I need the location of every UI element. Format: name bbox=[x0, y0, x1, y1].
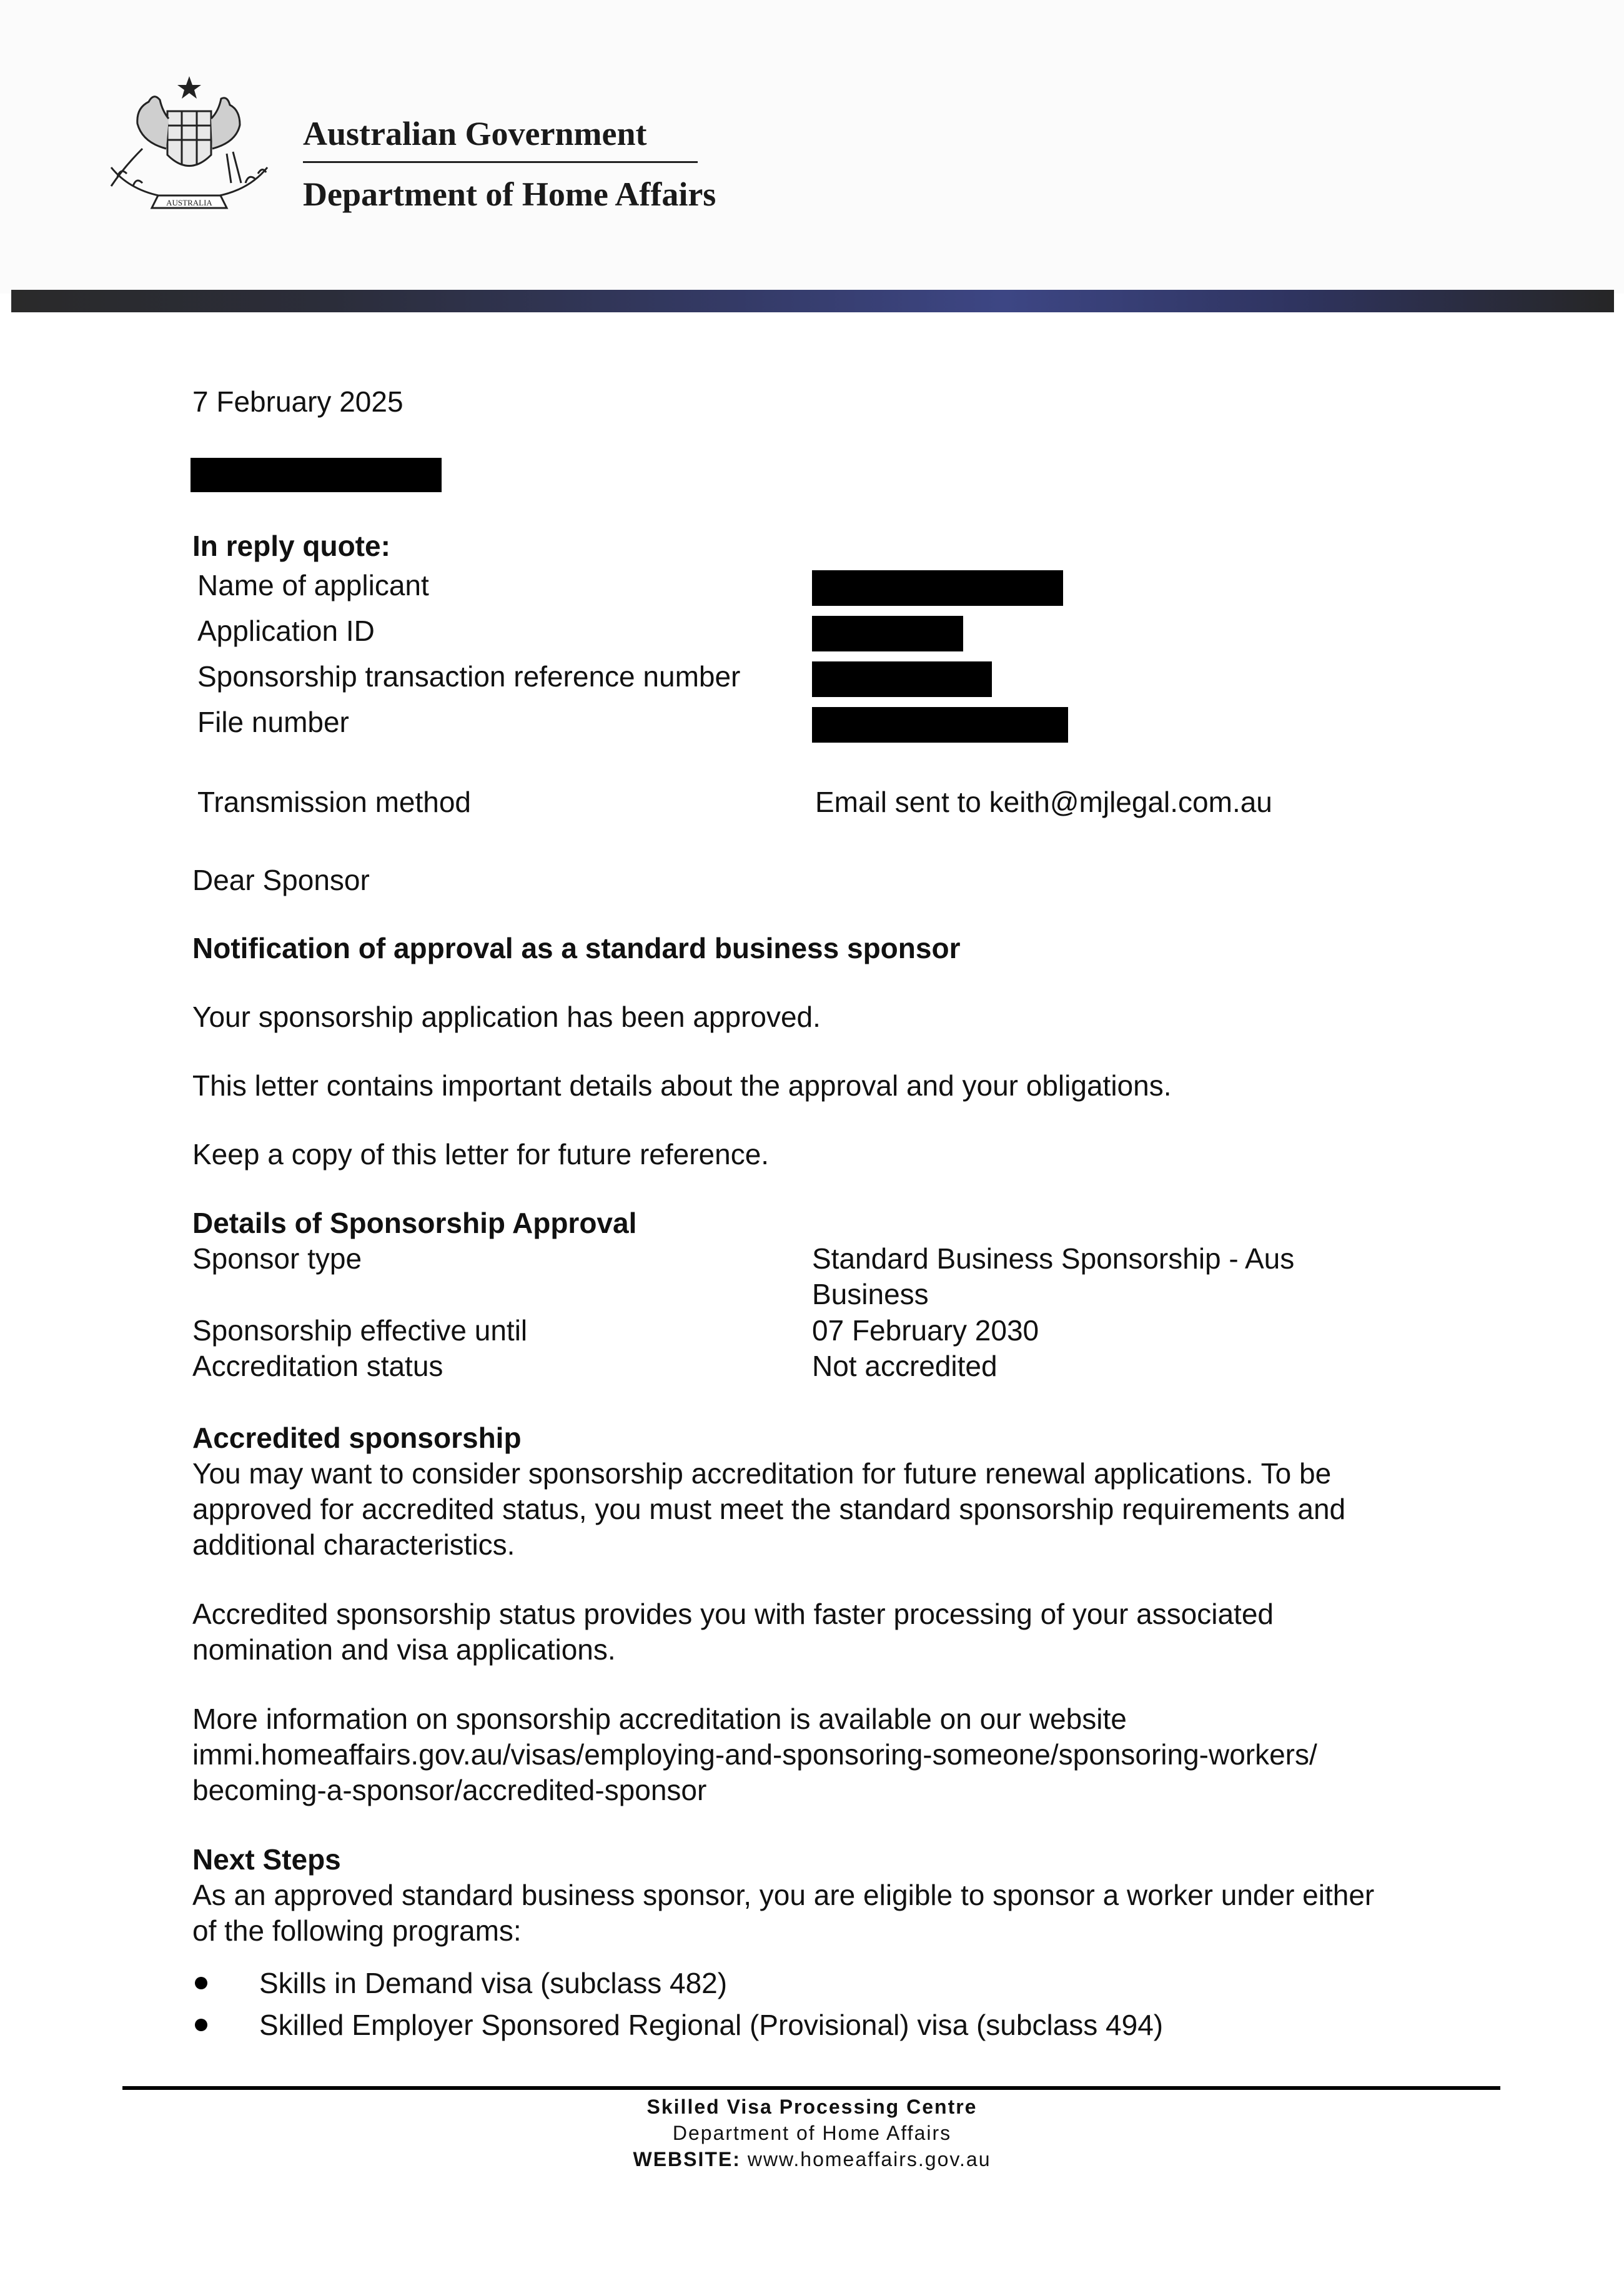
salutation: Dear Sponsor bbox=[192, 864, 370, 896]
department-name: Department of Home Affairs bbox=[303, 176, 716, 213]
footer-website-label: WEBSITE: bbox=[633, 2148, 741, 2170]
redacted-sponsorship-ref bbox=[812, 661, 992, 697]
accredited-para1-line1: You may want to consider sponsorship accreditation for future renewal applications. To be bbox=[192, 1457, 1332, 1490]
reply-heading: In reply quote: bbox=[192, 530, 390, 562]
footer-website bbox=[0, 2148, 1624, 2171]
coat-of-arms-logo bbox=[99, 74, 280, 217]
header-band bbox=[11, 290, 1614, 312]
letterhead-rule bbox=[303, 161, 698, 163]
program-item: Skilled Employer Sponsored Regional (Provisional) visa (subclass 494) bbox=[259, 2009, 1164, 2041]
accreditation-website-link-cont[interactable]: becoming-a-sponsor/accredited-sponsor bbox=[192, 1774, 707, 1806]
paragraph-approved: Your sponsorship application has been approved. bbox=[192, 1001, 821, 1033]
accredited-para1-line3: additional characteristics. bbox=[192, 1528, 515, 1561]
svg-text:AUSTRALIA: AUSTRALIA bbox=[166, 198, 212, 207]
accredited-para3-line1: More information on sponsorship accreditation is available on our website bbox=[192, 1703, 1127, 1735]
reply-label-name: Name of applicant bbox=[197, 569, 429, 601]
transmission-value: Email sent to keith@mjlegal.com.au bbox=[815, 786, 1272, 818]
accredited-para2-line2: nomination and visa applications. bbox=[192, 1633, 616, 1666]
reply-label-app-id: Application ID bbox=[197, 615, 375, 647]
agency-name: Australian Government bbox=[303, 115, 647, 152]
redacted-file-number bbox=[812, 707, 1068, 743]
paragraph-keep-copy: Keep a copy of this letter for future reference. bbox=[192, 1138, 770, 1170]
effective-until-value: 07 February 2030 bbox=[812, 1314, 1039, 1347]
reply-label-file-number: File number bbox=[197, 706, 349, 738]
bullet-icon bbox=[195, 2019, 207, 2031]
accreditation-value: Not accredited bbox=[812, 1350, 998, 1382]
accredited-para2-line1: Accredited sponsorship status provides you with faster processing of your associated bbox=[192, 1598, 1274, 1630]
next-steps-intro-line1: As an approved standard business sponsor, you are eligible to sponsor a worker under either bbox=[192, 1879, 1375, 1911]
next-steps-intro-line2: of the following programs: bbox=[192, 1914, 522, 1947]
bullet-icon bbox=[195, 1977, 207, 1989]
program-item: Skills in Demand visa (subclass 482) bbox=[259, 1967, 728, 1999]
accredited-heading: Accredited sponsorship bbox=[192, 1422, 522, 1454]
redacted-recipient bbox=[191, 458, 442, 492]
transmission-label: Transmission method bbox=[197, 786, 472, 818]
accredited-para1-line2: approved for accredited status, you must meet the standard sponsorship requirements and bbox=[192, 1493, 1346, 1525]
next-steps-heading: Next Steps bbox=[192, 1843, 341, 1876]
footer-rule bbox=[122, 2086, 1500, 2090]
paragraph-details: This letter contains important details about the approval and your obligations. bbox=[192, 1069, 1172, 1102]
redacted-name bbox=[812, 570, 1063, 606]
letter-subject: Notification of approval as a standard business sponsor bbox=[192, 932, 961, 964]
sponsor-type-value: Standard Business Sponsorship - Aus bbox=[812, 1242, 1295, 1275]
redacted-app-id bbox=[812, 616, 963, 651]
letter-date: 7 February 2025 bbox=[192, 385, 404, 418]
effective-until-label: Sponsorship effective until bbox=[192, 1314, 528, 1347]
footer-website-link[interactable]: www.homeaffairs.gov.au bbox=[747, 2148, 991, 2170]
sponsor-type-label: Sponsor type bbox=[192, 1242, 362, 1275]
accreditation-label: Accreditation status bbox=[192, 1350, 443, 1382]
details-heading: Details of Sponsorship Approval bbox=[192, 1207, 637, 1239]
accreditation-website-link[interactable]: immi.homeaffairs.gov.au/visas/employing-and-sponsoring-someone/sponsoring-workers/ bbox=[192, 1738, 1317, 1771]
footer-department: Department of Home Affairs bbox=[672, 2122, 952, 2144]
footer-centre: Skilled Visa Processing Centre bbox=[646, 2096, 978, 2118]
sponsor-type-value-cont: Business bbox=[812, 1278, 929, 1310]
reply-label-sponsorship-ref: Sponsorship transaction reference number bbox=[197, 660, 741, 693]
